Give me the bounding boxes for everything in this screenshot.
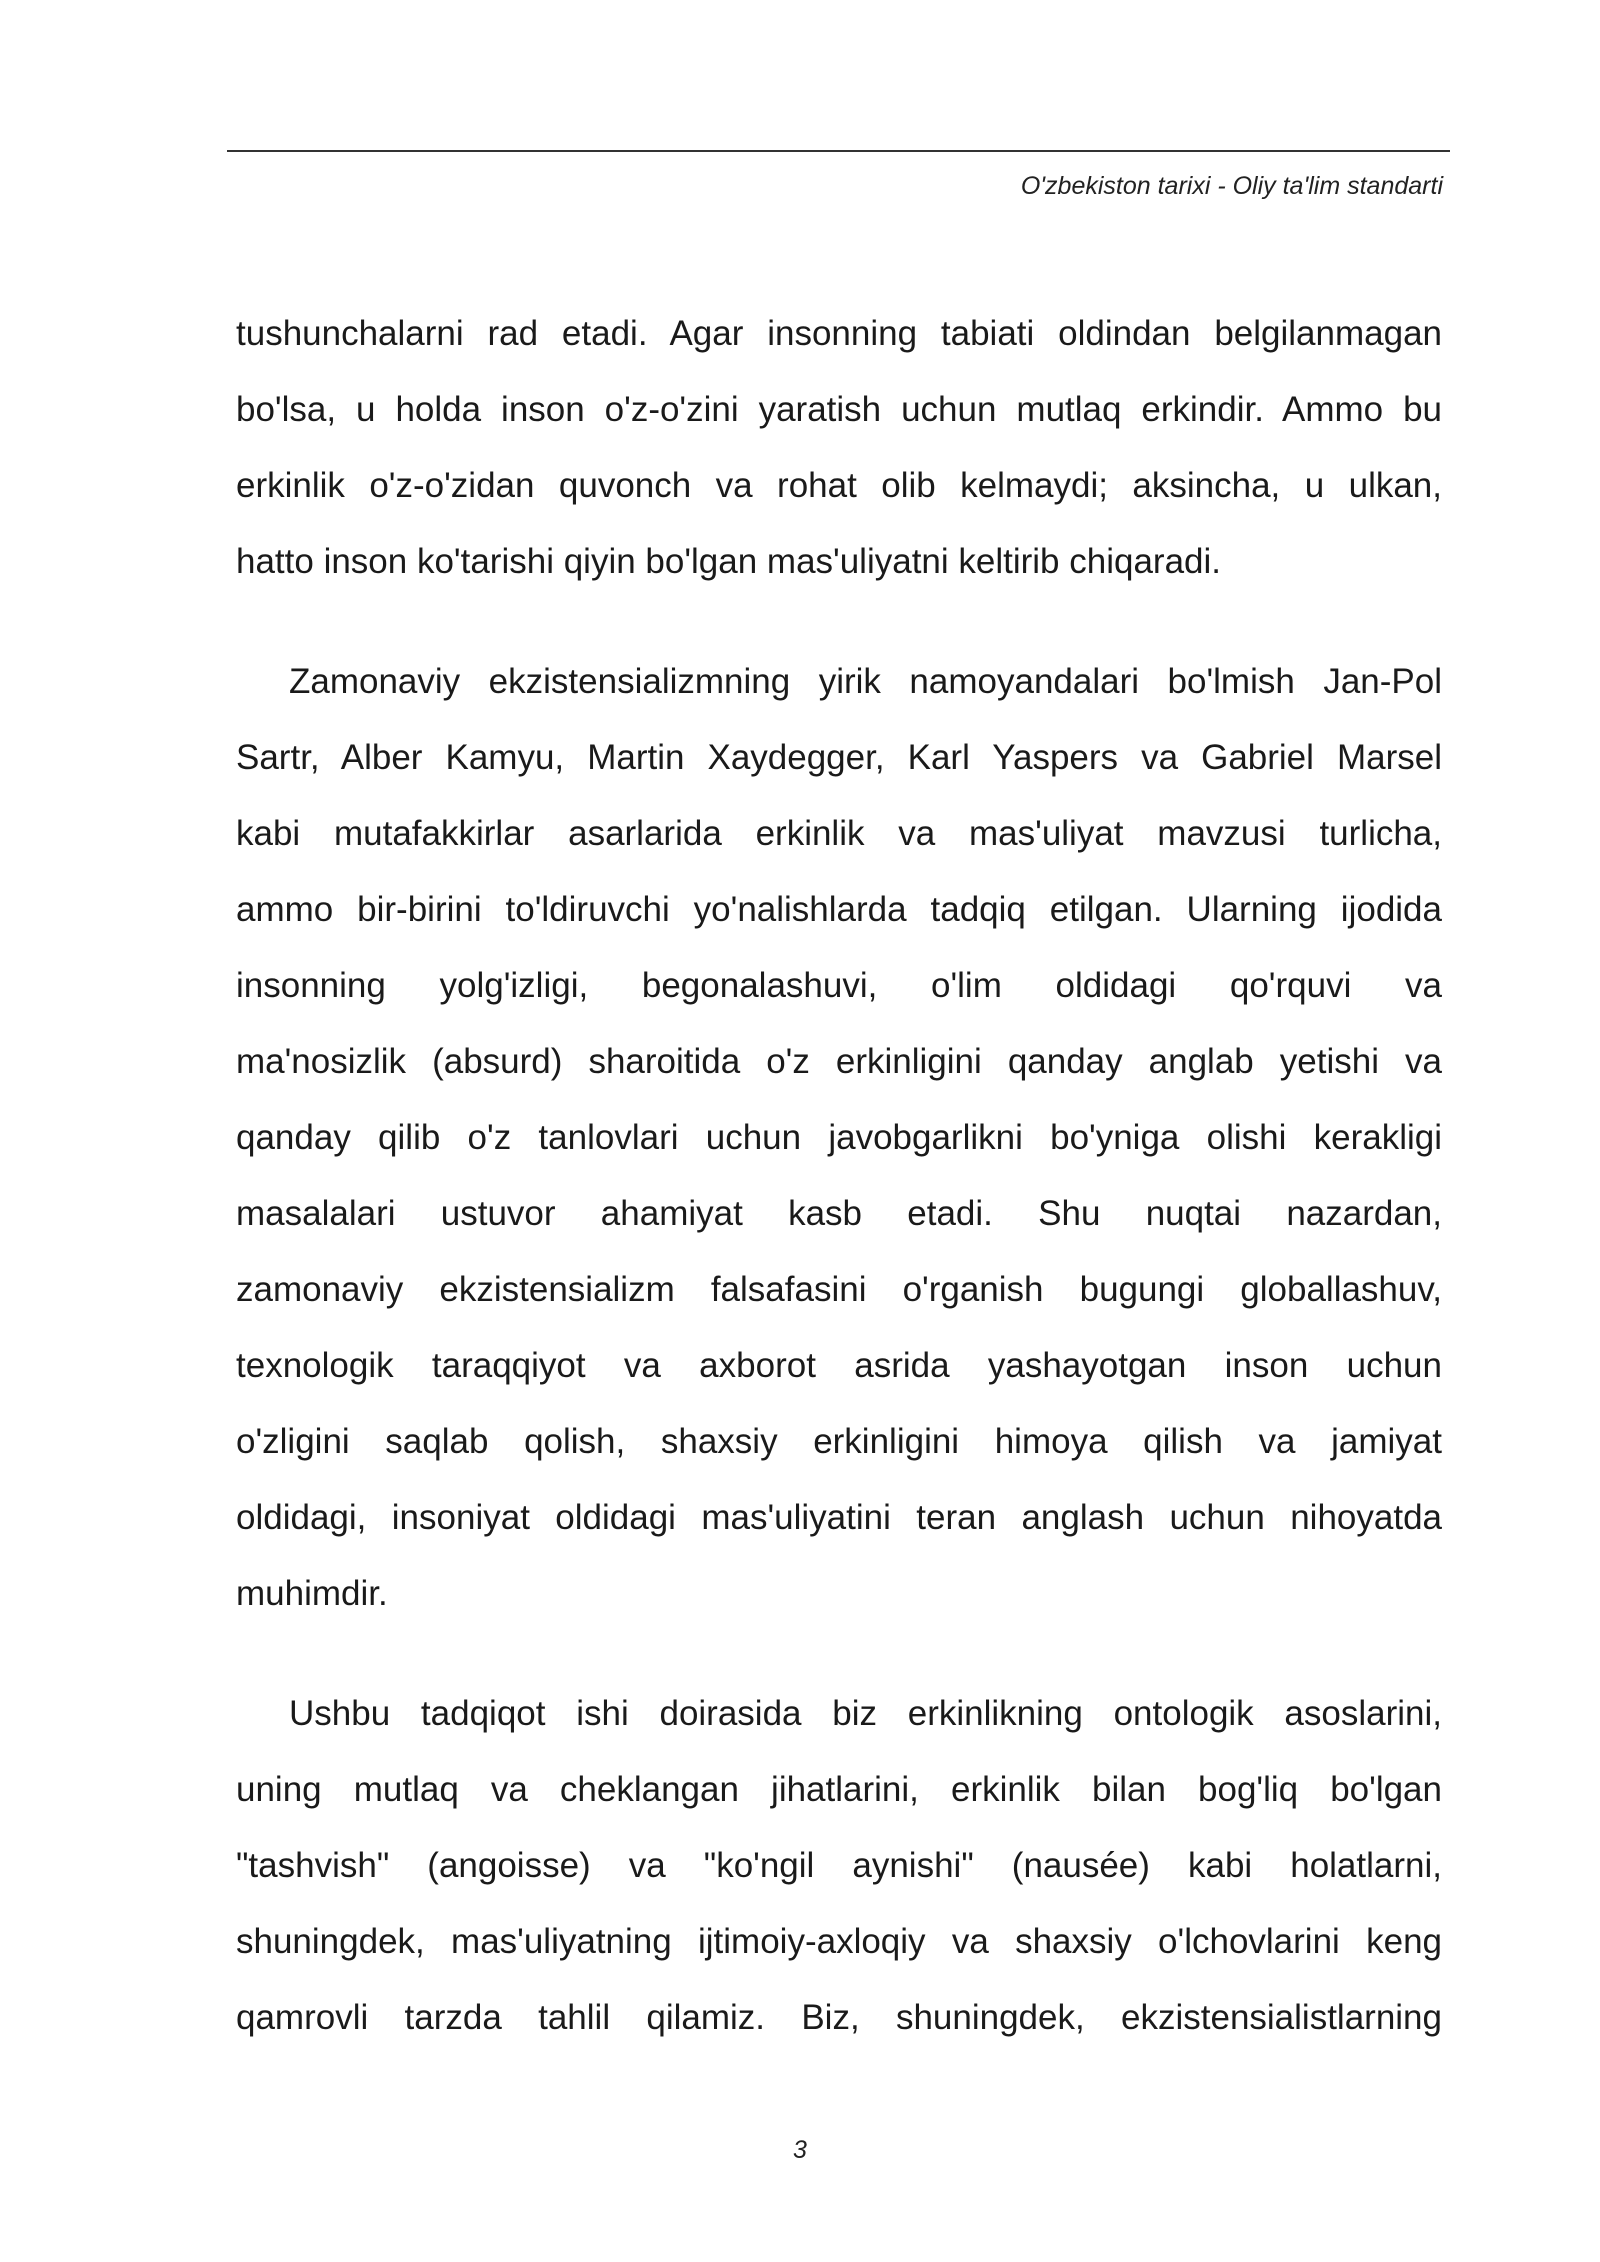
body-text	[236, 296, 1442, 2056]
header-rule	[227, 150, 1450, 152]
text-line: texnologik taraqqiyot va axborot asrida yashayotgan inson uchun	[236, 1346, 1442, 1385]
running-header: O'zbekiston tarixi - Oliy ta'lim standarti	[1020, 172, 1443, 200]
text-line: Zamonaviy ekzistensializmning yirik namoyandalari bo'lmish Jan-Pol	[289, 662, 1442, 701]
text-line: zamonaviy ekzistensializm falsafasini o'rganish bugungi globallashuv,	[236, 1270, 1442, 1309]
text-line: bo'lsa, u holda inson o'z-o'zini yaratish uchun mutlaq erkindir. Ammo bu	[236, 390, 1442, 429]
paragraph-gap	[236, 600, 1442, 644]
text-line: insonning yolg'izligi, begonalashuvi, o'lim oldidagi qo'rquvi va	[236, 966, 1442, 1005]
text-line: erkinlik o'z-o'zidan quvonch va rohat olib kelmaydi; aksincha, u ulkan,	[236, 466, 1442, 505]
paragraph-2	[236, 644, 1442, 1632]
text-line: muhimdir.	[236, 1574, 388, 1613]
page-number: 3	[793, 2136, 807, 2164]
text-line: Ushbu tadqiqot ishi doirasida biz erkinlikning ontologik asoslarini,	[289, 1694, 1442, 1733]
paragraph-1	[236, 296, 1442, 600]
text-line: uning mutlaq va cheklangan jihatlarini, erkinlik bilan bog'liq bo'lgan	[236, 1770, 1442, 1809]
text-line: qamrovli tarzda tahlil qilamiz. Biz, shuningdek, ekzistensialistlarning	[236, 1998, 1442, 2037]
text-line: hatto inson ko'tarishi qiyin bo'lgan mas'uliyatni keltirib chiqaradi.	[236, 542, 1222, 581]
text-line: o'zligini saqlab qolish, shaxsiy erkinligini himoya qilish va jamiyat	[236, 1422, 1442, 1461]
text-line: ma'nosizlik (absurd) sharoitida o'z erkinligini qanday anglab yetishi va	[236, 1042, 1442, 1081]
text-line: oldidagi, insoniyat oldidagi mas'uliyatini teran anglash uchun nihoyatda	[236, 1498, 1442, 1537]
text-line: masalalari ustuvor ahamiyat kasb etadi. Shu nuqtai nazardan,	[236, 1194, 1442, 1233]
paragraph-3	[236, 1676, 1442, 2056]
text-line: shuningdek, mas'uliyatning ijtimoiy-axloqiy va shaxsiy o'lchovlarini keng	[236, 1922, 1442, 1961]
text-line: Sartr, Alber Kamyu, Martin Xaydegger, Karl Yaspers va Gabriel Marsel	[236, 738, 1442, 777]
text-line: qanday qilib o'z tanlovlari uchun javobgarlikni bo'yniga olishi kerakligi	[236, 1118, 1442, 1157]
paragraph-gap	[236, 1632, 1442, 1676]
text-line: tushunchalarni rad etadi. Agar insonning tabiati oldindan belgilanmagan	[236, 314, 1442, 353]
text-line: "tashvish" (angoisse) va "ko'ngil aynishi" (nausée) kabi holatlarni,	[236, 1846, 1442, 1885]
text-line: ammo bir-birini to'ldiruvchi yo'nalishlarda tadqiq etilgan. Ularning ijodida	[236, 890, 1442, 929]
text-line: kabi mutafakkirlar asarlarida erkinlik va mas'uliyat mavzusi turlicha,	[236, 814, 1442, 853]
